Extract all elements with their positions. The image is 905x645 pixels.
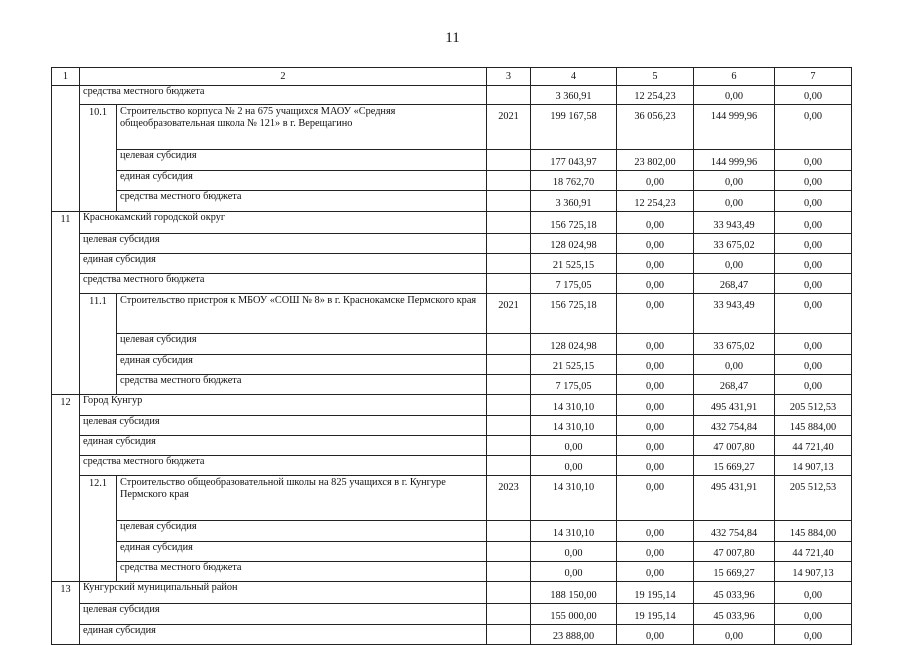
value-cell: 0,00 — [617, 273, 694, 293]
year-cell — [487, 416, 531, 436]
year-cell — [487, 171, 531, 191]
row-number-cell — [52, 624, 80, 644]
header-cell: 4 — [531, 68, 617, 86]
value-cell: 36 056,23 — [617, 105, 694, 150]
subitem-number — [80, 521, 117, 542]
row-number-cell — [52, 354, 80, 374]
year-cell — [487, 233, 531, 253]
table-row — [52, 374, 852, 394]
row-label: целевая субсидия — [80, 603, 487, 624]
row-label: средства местного бюджета — [80, 86, 487, 105]
value-cell: 0,00 — [617, 521, 694, 542]
row-number-cell — [52, 191, 80, 212]
year-cell — [487, 273, 531, 293]
row-number-cell — [52, 86, 80, 105]
value-cell: 45 033,96 — [694, 603, 775, 624]
item-number: 13 — [52, 582, 80, 604]
row-number-cell — [52, 562, 80, 582]
value-cell: 0,00 — [775, 354, 852, 374]
subitem-number: 12.1 — [80, 476, 117, 521]
value-cell: 33 943,49 — [694, 212, 775, 234]
row-label: единая субсидия — [80, 253, 487, 273]
table-row — [52, 624, 852, 644]
value-cell: 0,00 — [531, 542, 617, 562]
value-cell: 0,00 — [617, 416, 694, 436]
row-label: Строительство общеобразовательной школы на 825 учащихся в г. Кунгуре Пермского края — [117, 476, 487, 521]
year-cell: 2023 — [487, 476, 531, 521]
row-label: Строительство пристроя к МБОУ «СОШ № 8» в г. Краснокамске Пермского края — [117, 293, 487, 333]
row-number-cell — [52, 416, 80, 436]
value-cell: 0,00 — [775, 191, 852, 212]
value-cell: 0,00 — [531, 562, 617, 582]
table-row — [52, 476, 852, 521]
value-cell: 144 999,96 — [694, 150, 775, 171]
row-label: средства местного бюджета — [80, 273, 487, 293]
year-cell — [487, 542, 531, 562]
year-cell — [487, 212, 531, 234]
value-cell: 0,00 — [617, 171, 694, 191]
table-row — [52, 582, 852, 604]
row-label: целевая субсидия — [117, 150, 487, 171]
value-cell: 188 150,00 — [531, 582, 617, 604]
value-cell: 432 754,84 — [694, 416, 775, 436]
value-cell: 0,00 — [694, 354, 775, 374]
value-cell: 495 431,91 — [694, 476, 775, 521]
subitem-number: 11.1 — [80, 293, 117, 333]
value-cell: 0,00 — [694, 253, 775, 273]
value-cell: 0,00 — [775, 171, 852, 191]
table-row — [52, 603, 852, 624]
row-label: целевая субсидия — [80, 416, 487, 436]
value-cell: 3 360,91 — [531, 86, 617, 105]
value-cell: 432 754,84 — [694, 521, 775, 542]
value-cell: 0,00 — [694, 624, 775, 644]
value-cell: 12 254,23 — [617, 191, 694, 212]
value-cell: 0,00 — [775, 624, 852, 644]
table-row — [52, 394, 852, 416]
value-cell: 0,00 — [775, 374, 852, 394]
value-cell: 199 167,58 — [531, 105, 617, 150]
value-cell: 18 762,70 — [531, 171, 617, 191]
value-cell: 268,47 — [694, 273, 775, 293]
subitem-number — [80, 333, 117, 354]
value-cell: 0,00 — [531, 456, 617, 476]
value-cell: 33 675,02 — [694, 333, 775, 354]
value-cell: 23 888,00 — [531, 624, 617, 644]
value-cell: 0,00 — [617, 253, 694, 273]
row-label: единая субсидия — [80, 624, 487, 644]
value-cell: 19 195,14 — [617, 603, 694, 624]
year-cell — [487, 394, 531, 416]
year-cell: 2021 — [487, 105, 531, 150]
header-cell: 6 — [694, 68, 775, 86]
value-cell: 14 907,13 — [775, 456, 852, 476]
value-cell: 205 512,53 — [775, 476, 852, 521]
table-row — [52, 521, 852, 542]
row-label: целевая субсидия — [80, 233, 487, 253]
row-label: единая субсидия — [117, 171, 487, 191]
value-cell: 0,00 — [775, 582, 852, 604]
row-number-cell — [52, 253, 80, 273]
table-row — [52, 416, 852, 436]
year-cell — [487, 603, 531, 624]
row-number-cell — [52, 542, 80, 562]
value-cell: 0,00 — [775, 293, 852, 333]
header-cell: 2 — [80, 68, 487, 86]
subitem-number — [80, 150, 117, 171]
value-cell: 14 310,10 — [531, 416, 617, 436]
value-cell: 47 007,80 — [694, 436, 775, 456]
value-cell: 12 254,23 — [617, 86, 694, 105]
header-cell: 5 — [617, 68, 694, 86]
table-row — [52, 333, 852, 354]
row-number-cell — [52, 273, 80, 293]
subitem-number: 10.1 — [80, 105, 117, 150]
value-cell: 15 669,27 — [694, 456, 775, 476]
table-row — [52, 293, 852, 333]
table-row — [52, 191, 852, 212]
value-cell: 23 802,00 — [617, 150, 694, 171]
value-cell: 14 310,10 — [531, 394, 617, 416]
table-row — [52, 105, 852, 150]
value-cell: 0,00 — [617, 456, 694, 476]
value-cell: 19 195,14 — [617, 582, 694, 604]
table-row — [52, 86, 852, 105]
row-label: единая субсидия — [117, 354, 487, 374]
value-cell: 0,00 — [617, 394, 694, 416]
table-row — [52, 542, 852, 562]
value-cell: 7 175,05 — [531, 374, 617, 394]
table-row — [52, 562, 852, 582]
value-cell: 155 000,00 — [531, 603, 617, 624]
value-cell: 0,00 — [617, 476, 694, 521]
table-row — [52, 354, 852, 374]
year-cell — [487, 354, 531, 374]
value-cell: 47 007,80 — [694, 542, 775, 562]
value-cell: 14 310,10 — [531, 521, 617, 542]
row-number-cell — [52, 171, 80, 191]
value-cell: 145 884,00 — [775, 416, 852, 436]
value-cell: 0,00 — [617, 374, 694, 394]
header-row — [52, 68, 852, 86]
row-number-cell — [52, 436, 80, 456]
value-cell: 33 943,49 — [694, 293, 775, 333]
year-cell — [487, 374, 531, 394]
value-cell: 268,47 — [694, 374, 775, 394]
value-cell: 0,00 — [694, 191, 775, 212]
row-number-cell — [52, 374, 80, 394]
row-label: единая субсидия — [117, 542, 487, 562]
row-number-cell — [52, 150, 80, 171]
value-cell: 0,00 — [694, 171, 775, 191]
year-cell — [487, 436, 531, 456]
header-cell: 1 — [52, 68, 80, 86]
value-cell: 0,00 — [617, 333, 694, 354]
page-number: 11 — [445, 30, 460, 46]
row-label: Краснокамский городской округ — [80, 212, 487, 234]
value-cell: 14 310,10 — [531, 476, 617, 521]
header-cell: 7 — [775, 68, 852, 86]
subitem-number — [80, 354, 117, 374]
year-cell — [487, 150, 531, 171]
row-number-cell — [52, 603, 80, 624]
table-row — [52, 273, 852, 293]
row-number-cell — [52, 521, 80, 542]
subitem-number — [80, 374, 117, 394]
value-cell: 156 725,18 — [531, 212, 617, 234]
value-cell: 128 024,98 — [531, 233, 617, 253]
value-cell: 0,00 — [775, 253, 852, 273]
value-cell: 0,00 — [617, 233, 694, 253]
item-number: 12 — [52, 394, 80, 416]
value-cell: 21 525,15 — [531, 253, 617, 273]
row-label: целевая субсидия — [117, 521, 487, 542]
value-cell: 0,00 — [617, 436, 694, 456]
year-cell — [487, 521, 531, 542]
value-cell: 21 525,15 — [531, 354, 617, 374]
table-row — [52, 150, 852, 171]
row-label: Город Кунгур — [80, 394, 487, 416]
value-cell: 0,00 — [617, 562, 694, 582]
table-row — [52, 171, 852, 191]
value-cell: 177 043,97 — [531, 150, 617, 171]
value-cell: 0,00 — [775, 333, 852, 354]
year-cell — [487, 624, 531, 644]
table-row — [52, 233, 852, 253]
header-cell: 3 — [487, 68, 531, 86]
row-label: средства местного бюджета — [117, 374, 487, 394]
row-label: средства местного бюджета — [117, 191, 487, 212]
item-number: 11 — [52, 212, 80, 234]
value-cell: 205 512,53 — [775, 394, 852, 416]
table-row — [52, 456, 852, 476]
row-number-cell — [52, 333, 80, 354]
value-cell: 0,00 — [617, 293, 694, 333]
table-row — [52, 253, 852, 273]
value-cell: 0,00 — [775, 105, 852, 150]
value-cell: 0,00 — [694, 86, 775, 105]
subitem-number — [80, 191, 117, 212]
row-number-cell — [52, 456, 80, 476]
row-label: средства местного бюджета — [80, 456, 487, 476]
value-cell: 14 907,13 — [775, 562, 852, 582]
row-label: средства местного бюджета — [117, 562, 487, 582]
value-cell: 0,00 — [775, 603, 852, 624]
value-cell: 15 669,27 — [694, 562, 775, 582]
funding-table — [51, 67, 852, 645]
value-cell: 0,00 — [775, 212, 852, 234]
subitem-number — [80, 171, 117, 191]
subitem-number — [80, 542, 117, 562]
year-cell: 2021 — [487, 293, 531, 333]
row-label: целевая субсидия — [117, 333, 487, 354]
value-cell: 44 721,40 — [775, 436, 852, 456]
value-cell: 0,00 — [617, 354, 694, 374]
value-cell: 156 725,18 — [531, 293, 617, 333]
value-cell: 0,00 — [775, 273, 852, 293]
year-cell — [487, 333, 531, 354]
value-cell: 45 033,96 — [694, 582, 775, 604]
row-label: Строительство корпуса № 2 на 675 учащихся МАОУ «Средняя общеобразовательная школа № 121» в г. Верещагино — [117, 105, 487, 150]
table-row — [52, 212, 852, 234]
value-cell: 44 721,40 — [775, 542, 852, 562]
row-label: единая субсидия — [80, 436, 487, 456]
value-cell: 0,00 — [617, 212, 694, 234]
subitem-number — [80, 562, 117, 582]
year-cell — [487, 253, 531, 273]
value-cell: 495 431,91 — [694, 394, 775, 416]
value-cell: 0,00 — [775, 86, 852, 105]
row-label: Кунгурский муниципальный район — [80, 582, 487, 604]
value-cell: 0,00 — [775, 233, 852, 253]
value-cell: 3 360,91 — [531, 191, 617, 212]
value-cell: 0,00 — [775, 150, 852, 171]
year-cell — [487, 191, 531, 212]
value-cell: 0,00 — [531, 436, 617, 456]
year-cell — [487, 86, 531, 105]
row-number-cell — [52, 105, 80, 150]
value-cell: 144 999,96 — [694, 105, 775, 150]
row-number-cell — [52, 233, 80, 253]
value-cell: 145 884,00 — [775, 521, 852, 542]
year-cell — [487, 562, 531, 582]
value-cell: 7 175,05 — [531, 273, 617, 293]
year-cell — [487, 456, 531, 476]
value-cell: 33 675,02 — [694, 233, 775, 253]
table-row — [52, 436, 852, 456]
value-cell: 0,00 — [617, 624, 694, 644]
value-cell: 128 024,98 — [531, 333, 617, 354]
value-cell: 0,00 — [617, 542, 694, 562]
row-number-cell — [52, 293, 80, 333]
row-number-cell — [52, 476, 80, 521]
year-cell — [487, 582, 531, 604]
